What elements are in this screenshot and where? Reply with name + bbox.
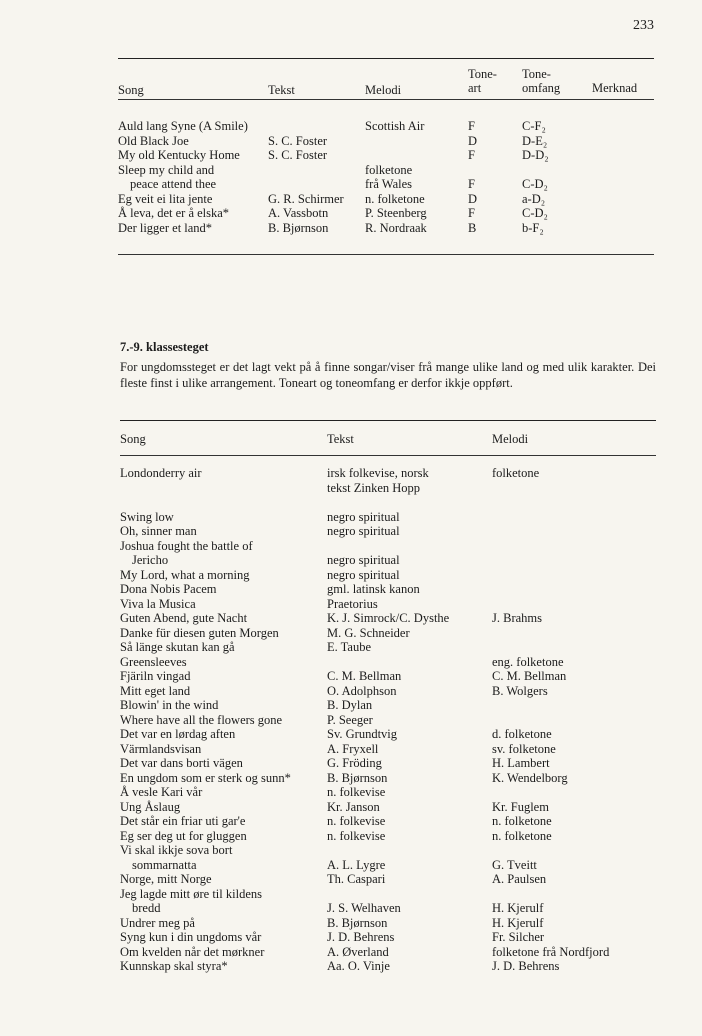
cell-tekst: P. Seeger [327, 712, 373, 727]
table-row [120, 901, 656, 916]
header-merknad: Merknad [592, 81, 638, 95]
cell-melodi: J. D. Behrens [492, 959, 560, 973]
header-tekst: Tekst [327, 432, 354, 446]
cell-tekst: negro spiritual [327, 567, 400, 582]
table-row [118, 148, 654, 163]
cell-song: peace attend thee [130, 177, 217, 191]
cell-song: Norge, mitt Norge [120, 872, 212, 886]
table-row [120, 872, 656, 887]
table1-bottom-rule [118, 254, 654, 255]
table-row [120, 495, 656, 510]
table-row [120, 785, 656, 800]
page-number: 233 [633, 18, 654, 33]
cell-tekst: gml. latinsk kanon [327, 582, 420, 596]
table-row [120, 959, 656, 974]
cell-tekst: B. Dylan [327, 698, 373, 712]
cell-song: Så länge skutan kan gå [120, 640, 235, 654]
cell-toneomfang: D-E₂ [522, 133, 548, 148]
cell-tekst: Sv. Grundtvig [327, 727, 398, 741]
cell-song: sommarnatta [132, 857, 197, 872]
cell-melodi: d. folketone [492, 727, 552, 741]
header-tekst: Tekst [268, 83, 295, 97]
table-row [120, 510, 656, 525]
table-row [120, 916, 656, 931]
table1-body [118, 100, 654, 250]
cell-tekst: B. Bjørnson [327, 915, 388, 930]
cell-melodi: folketone [365, 162, 413, 177]
table-row [118, 134, 654, 149]
cell-song: Greensleeves [120, 654, 187, 669]
cell-toneomfang: C-F₂ [522, 119, 546, 133]
cell-song: Jericho [132, 553, 169, 567]
table-row [120, 481, 656, 496]
table-row [120, 713, 656, 728]
cell-song: Kunnskap skal styra* [120, 959, 228, 973]
cell-melodi: n. folketone [492, 828, 552, 843]
cell-melodi: H. Lambert [492, 756, 550, 770]
table-row [118, 119, 654, 134]
cell-song: Ung Åslaug [120, 799, 181, 814]
cell-song: Värmlandsvisan [120, 741, 202, 756]
cell-melodi: B. Wolgers [492, 683, 548, 698]
cell-song: Where have all the flowers gone [120, 712, 283, 727]
cell-toneart: F [468, 206, 475, 220]
cell-tekst: M. G. Schneider [327, 625, 410, 640]
cell-tekst: negro spiritual [327, 553, 400, 567]
header-toneart-line1: Tone- [468, 67, 497, 81]
cell-song: bredd [132, 901, 161, 915]
cell-song: Å vesle Kari vår [120, 785, 203, 799]
cell-song: Det står ein friar uti gar'e [120, 814, 246, 828]
cell-melodi: H. Kjerulf [492, 915, 544, 930]
cell-melodi: P. Steenberg [365, 206, 427, 220]
cell-song: Guten Abend, gute Nacht [120, 611, 248, 625]
cell-tekst: irsk folkevise, norsk [327, 466, 429, 480]
table-row [120, 669, 656, 684]
cell-toneomfang: a-D₂ [522, 191, 546, 206]
table-row [120, 843, 656, 858]
table-row [118, 163, 654, 178]
cell-toneart: B [468, 220, 477, 235]
table-row [118, 192, 654, 207]
table2-header-rule [120, 455, 656, 456]
cell-tekst: n. folkevise [327, 814, 386, 828]
cell-tekst: E. Taube [327, 640, 372, 654]
cell-toneomfang: C-D₂ [522, 177, 548, 191]
cell-tekst: negro spiritual [327, 524, 400, 538]
cell-song: Joshua fought the battle of [120, 538, 253, 553]
cell-song: Om kvelden når det mørkner [120, 944, 265, 959]
cell-song: Swing low [120, 509, 174, 524]
cell-toneart: F [468, 148, 475, 162]
cell-song: Det var en lørdag aften [120, 727, 236, 741]
cell-tekst: Kr. Janson [327, 799, 380, 814]
cell-tekst: A. Vassbotn [268, 206, 329, 220]
header-song: Song [120, 432, 146, 446]
cell-toneomfang: b-F₂ [522, 220, 544, 235]
table-row [120, 814, 656, 829]
cell-toneart: D [468, 191, 478, 206]
table-row [120, 698, 656, 713]
table-row [118, 206, 654, 221]
cell-song: Vi skal ikkje sova bort [120, 843, 233, 857]
cell-tekst: Praetorius [327, 596, 378, 611]
table-row [120, 611, 656, 626]
cell-song: Det var dans borti vägen [120, 756, 243, 770]
table-row [120, 800, 656, 815]
cell-tekst: A. L. Lygre [327, 857, 386, 872]
cell-toneart: F [468, 177, 475, 191]
header-song: Song [118, 83, 144, 97]
cell-song: Oh, sinner man [120, 524, 197, 538]
cell-song: Auld lang Syne (A Smile) [118, 119, 248, 133]
cell-melodi: n. folketone [365, 191, 425, 206]
cell-melodi: G. Tveitt [492, 857, 537, 872]
table-row [120, 771, 656, 786]
cell-melodi: A. Paulsen [492, 872, 547, 886]
cell-song: Å leva, det er å elska* [118, 206, 230, 220]
table-row [118, 177, 654, 192]
table-row [118, 221, 654, 236]
cell-tekst: G. Fröding [327, 756, 382, 770]
cell-tekst: B. Bjørnson [268, 220, 329, 235]
cell-song: Blowin' in the wind [120, 698, 219, 712]
cell-tekst: J. D. Behrens [327, 930, 395, 944]
cell-tekst: Th. Caspari [327, 872, 386, 886]
table2-header [120, 421, 656, 455]
section-text: For ungdomssteget er det lagt vekt på å finne songar/viser frå mange ulike land og med ulik karakter. Dei fleste finst i ulike arrangement. Toneart og toneomfang er derfor ikkje oppført. [120, 360, 656, 390]
header-melodi: Melodi [492, 432, 529, 446]
cell-song: En ungdom som er sterk og sunn* [120, 770, 291, 785]
cell-song: Dona Nobis Pacem [120, 582, 217, 596]
cell-melodi: Fr. Silcher [492, 930, 545, 944]
cell-melodi: H. Kjerulf [492, 901, 544, 915]
cell-tekst: G. R. Schirmer [268, 191, 344, 206]
section-heading: 7.-9. klassesteget [120, 340, 209, 354]
cell-tekst: A. Øverland [327, 944, 389, 959]
cell-song: My Lord, what a morning [120, 567, 250, 582]
cell-tekst: S. C. Foster [268, 148, 328, 162]
table-row [120, 539, 656, 554]
table-row [120, 582, 656, 597]
cell-tekst: Aa. O. Vinje [327, 959, 390, 973]
table-row [120, 945, 656, 960]
cell-tekst: negro spiritual [327, 509, 400, 524]
cell-melodi: sv. folketone [492, 741, 556, 756]
table-row [120, 727, 656, 742]
table-row [120, 742, 656, 757]
cell-song: Jeg lagde mitt øre til kildens [120, 886, 262, 901]
cell-tekst: A. Fryxell [327, 741, 379, 756]
cell-tekst: J. S. Welhaven [327, 901, 401, 915]
cell-melodi: frå Wales [365, 177, 413, 191]
cell-toneomfang: C-D₂ [522, 206, 548, 220]
table-row [120, 655, 656, 670]
cell-song: Fjäriln vingad [120, 669, 191, 683]
song-table-1 [118, 58, 654, 255]
cell-melodi: R. Nordraak [365, 220, 427, 235]
table-row [120, 684, 656, 699]
cell-tekst: B. Bjørnson [327, 770, 388, 785]
header-melodi: Melodi [365, 83, 402, 97]
cell-song: Eg veit ei lita jente [118, 191, 213, 206]
cell-song: Mitt eget land [120, 683, 191, 698]
cell-song: Eg ser deg ut for gluggen [120, 828, 247, 843]
cell-song: Viva la Musica [120, 596, 196, 611]
table-row [120, 553, 656, 568]
cell-song: Old Black Joe [118, 133, 189, 148]
cell-toneart: F [468, 119, 475, 133]
header-toneomfang-line2: omfang [522, 81, 561, 95]
table-row [120, 858, 656, 873]
header-toneomfang-line1: Tone- [522, 67, 551, 81]
header-toneart-line2: art [468, 81, 482, 95]
cell-tekst: n. folkevise [327, 785, 386, 799]
song-table-2 [120, 420, 656, 973]
table-row [120, 887, 656, 902]
cell-tekst: C. M. Bellman [327, 669, 402, 683]
cell-tekst: tekst Zinken Hopp [327, 480, 421, 495]
cell-tekst: S. C. Foster [268, 133, 328, 148]
cell-song: Syng kun i din ungdoms vår [120, 930, 262, 944]
table-row [120, 597, 656, 612]
table-row [120, 626, 656, 641]
cell-melodi: folketone frå Nordfjord [492, 944, 610, 959]
table-row [120, 756, 656, 771]
cell-tekst: K. J. Simrock/C. Dysthe [327, 611, 450, 625]
table-row [120, 640, 656, 655]
cell-song: Danke für diesen guten Morgen [120, 625, 279, 640]
cell-song: Undrer meg på [120, 915, 195, 930]
cell-melodi: eng. folketone [492, 654, 564, 669]
cell-tekst: n. folkevise [327, 828, 386, 843]
cell-melodi: J. Brahms [492, 611, 542, 625]
cell-melodi: Kr. Fuglem [492, 799, 549, 814]
cell-song: Londonderry air [120, 466, 202, 480]
cell-tekst: O. Adolphson [327, 683, 397, 698]
table-row [120, 568, 656, 583]
cell-melodi: folketone [492, 466, 540, 480]
cell-toneomfang: D-D₂ [522, 148, 549, 162]
table-row [120, 829, 656, 844]
cell-melodi: Scottish Air [365, 119, 425, 133]
cell-song: My old Kentucky Home [118, 148, 240, 162]
cell-toneart: D [468, 133, 478, 148]
cell-melodi: K. Wendelborg [492, 770, 568, 785]
cell-melodi: n. folketone [492, 814, 552, 828]
table-row [120, 466, 656, 481]
cell-song: Der ligger et land* [118, 220, 213, 235]
table-row [120, 930, 656, 945]
table-row [120, 524, 656, 539]
cell-song: Sleep my child and [118, 162, 215, 177]
cell-melodi: C. M. Bellman [492, 669, 567, 683]
table1-header [118, 59, 654, 99]
